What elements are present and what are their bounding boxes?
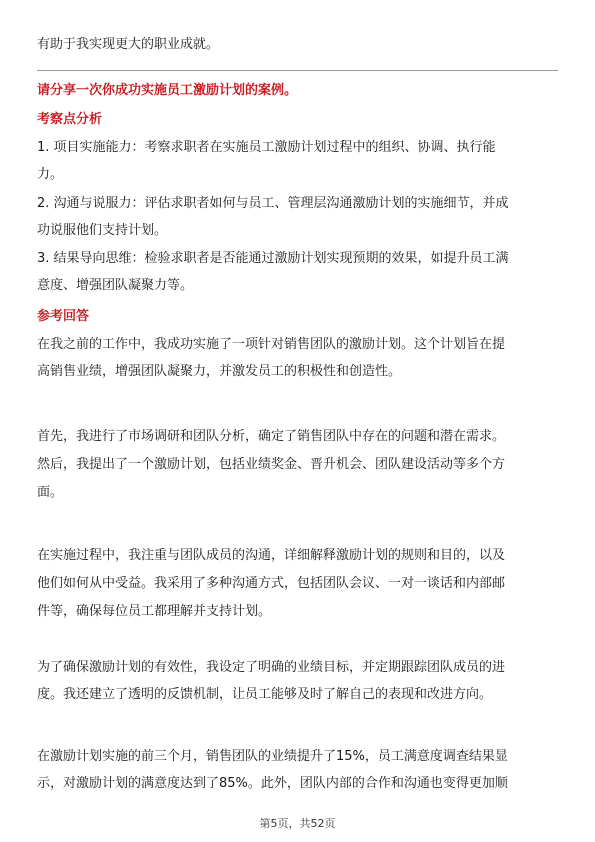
answer-p2-line-1: 首先，我进行了市场调研和团队分析，确定了销售团队中存在的问题和潜在需求。 (37, 429, 506, 444)
section-divider (37, 70, 558, 71)
analysis-heading: 考察点分析 (37, 112, 103, 127)
page-number-footer: 第5页，共52页 (259, 817, 336, 830)
question-heading: 请分享一次你成功实施员工激励计划的案例。 (37, 83, 298, 98)
answer-p1-line-2: 高销售业绩，增强团队凝聚力，并激发员工的积极性和创造性。 (37, 364, 402, 379)
analysis-item-2-line-2: 功说服他们支持计划。 (37, 223, 168, 238)
analysis-item-1-line-1: 1. 项目实施能力：考察求职者在实施员工激励计划过程中的组织、协调、执行能 (37, 140, 496, 155)
answer-p5-line-1: 在激励计划实施的前三个月，销售团队的业绩提升了15%，员工满意度调查结果显 (37, 749, 508, 764)
answer-p4-line-2: 度。我还建立了透明的反馈机制，让员工能够及时了解自己的表现和改进方向。 (37, 687, 493, 702)
analysis-item-2-line-1: 2. 沟通与说服力：评估求职者如何与员工、管理层沟通激励计划的实施细节，并成 (37, 196, 509, 211)
analysis-item-1-line-2: 力。 (37, 167, 64, 182)
answer-p2-line-3: 面。 (37, 485, 64, 500)
answer-p5-line-2: 示，对激励计划的满意度达到了85%。此外，团队内部的合作和沟通也变得更加顺 (37, 776, 508, 791)
answer-p2-line-2: 然后，我提出了一个激励计划，包括业绩奖金、晋升机会、团队建设活动等多个方 (37, 457, 506, 472)
answer-p3-line-2: 他们如何从中受益。我采用了多种沟通方式，包括团队会议、一对一谈话和内部邮 (37, 576, 506, 591)
analysis-item-3-line-2: 意度、增强团队凝聚力等。 (37, 278, 194, 293)
answer-p1-line-1: 在我之前的工作中，我成功实施了一项针对销售团队的激励计划。这个计划旨在提 (37, 337, 506, 352)
answer-p3-line-1: 在实施过程中，我注重与团队成员的沟通，详细解释激励计划的规则和目的，以及 (37, 548, 506, 563)
answer-heading: 参考回答 (37, 309, 90, 324)
analysis-item-3-line-1: 3. 结果导向思维：检验求职者是否能通过激励计划实现预期的效果，如提升员工满 (37, 251, 509, 266)
answer-p3-line-3: 件等，确保每位员工都理解并支持计划。 (37, 604, 272, 619)
intro-tail-text: 有助于我实现更大的职业成就。 (37, 37, 220, 52)
answer-p4-line-1: 为了确保激励计划的有效性，我设定了明确的业绩目标，并定期跟踪团队成员的进 (37, 660, 506, 675)
